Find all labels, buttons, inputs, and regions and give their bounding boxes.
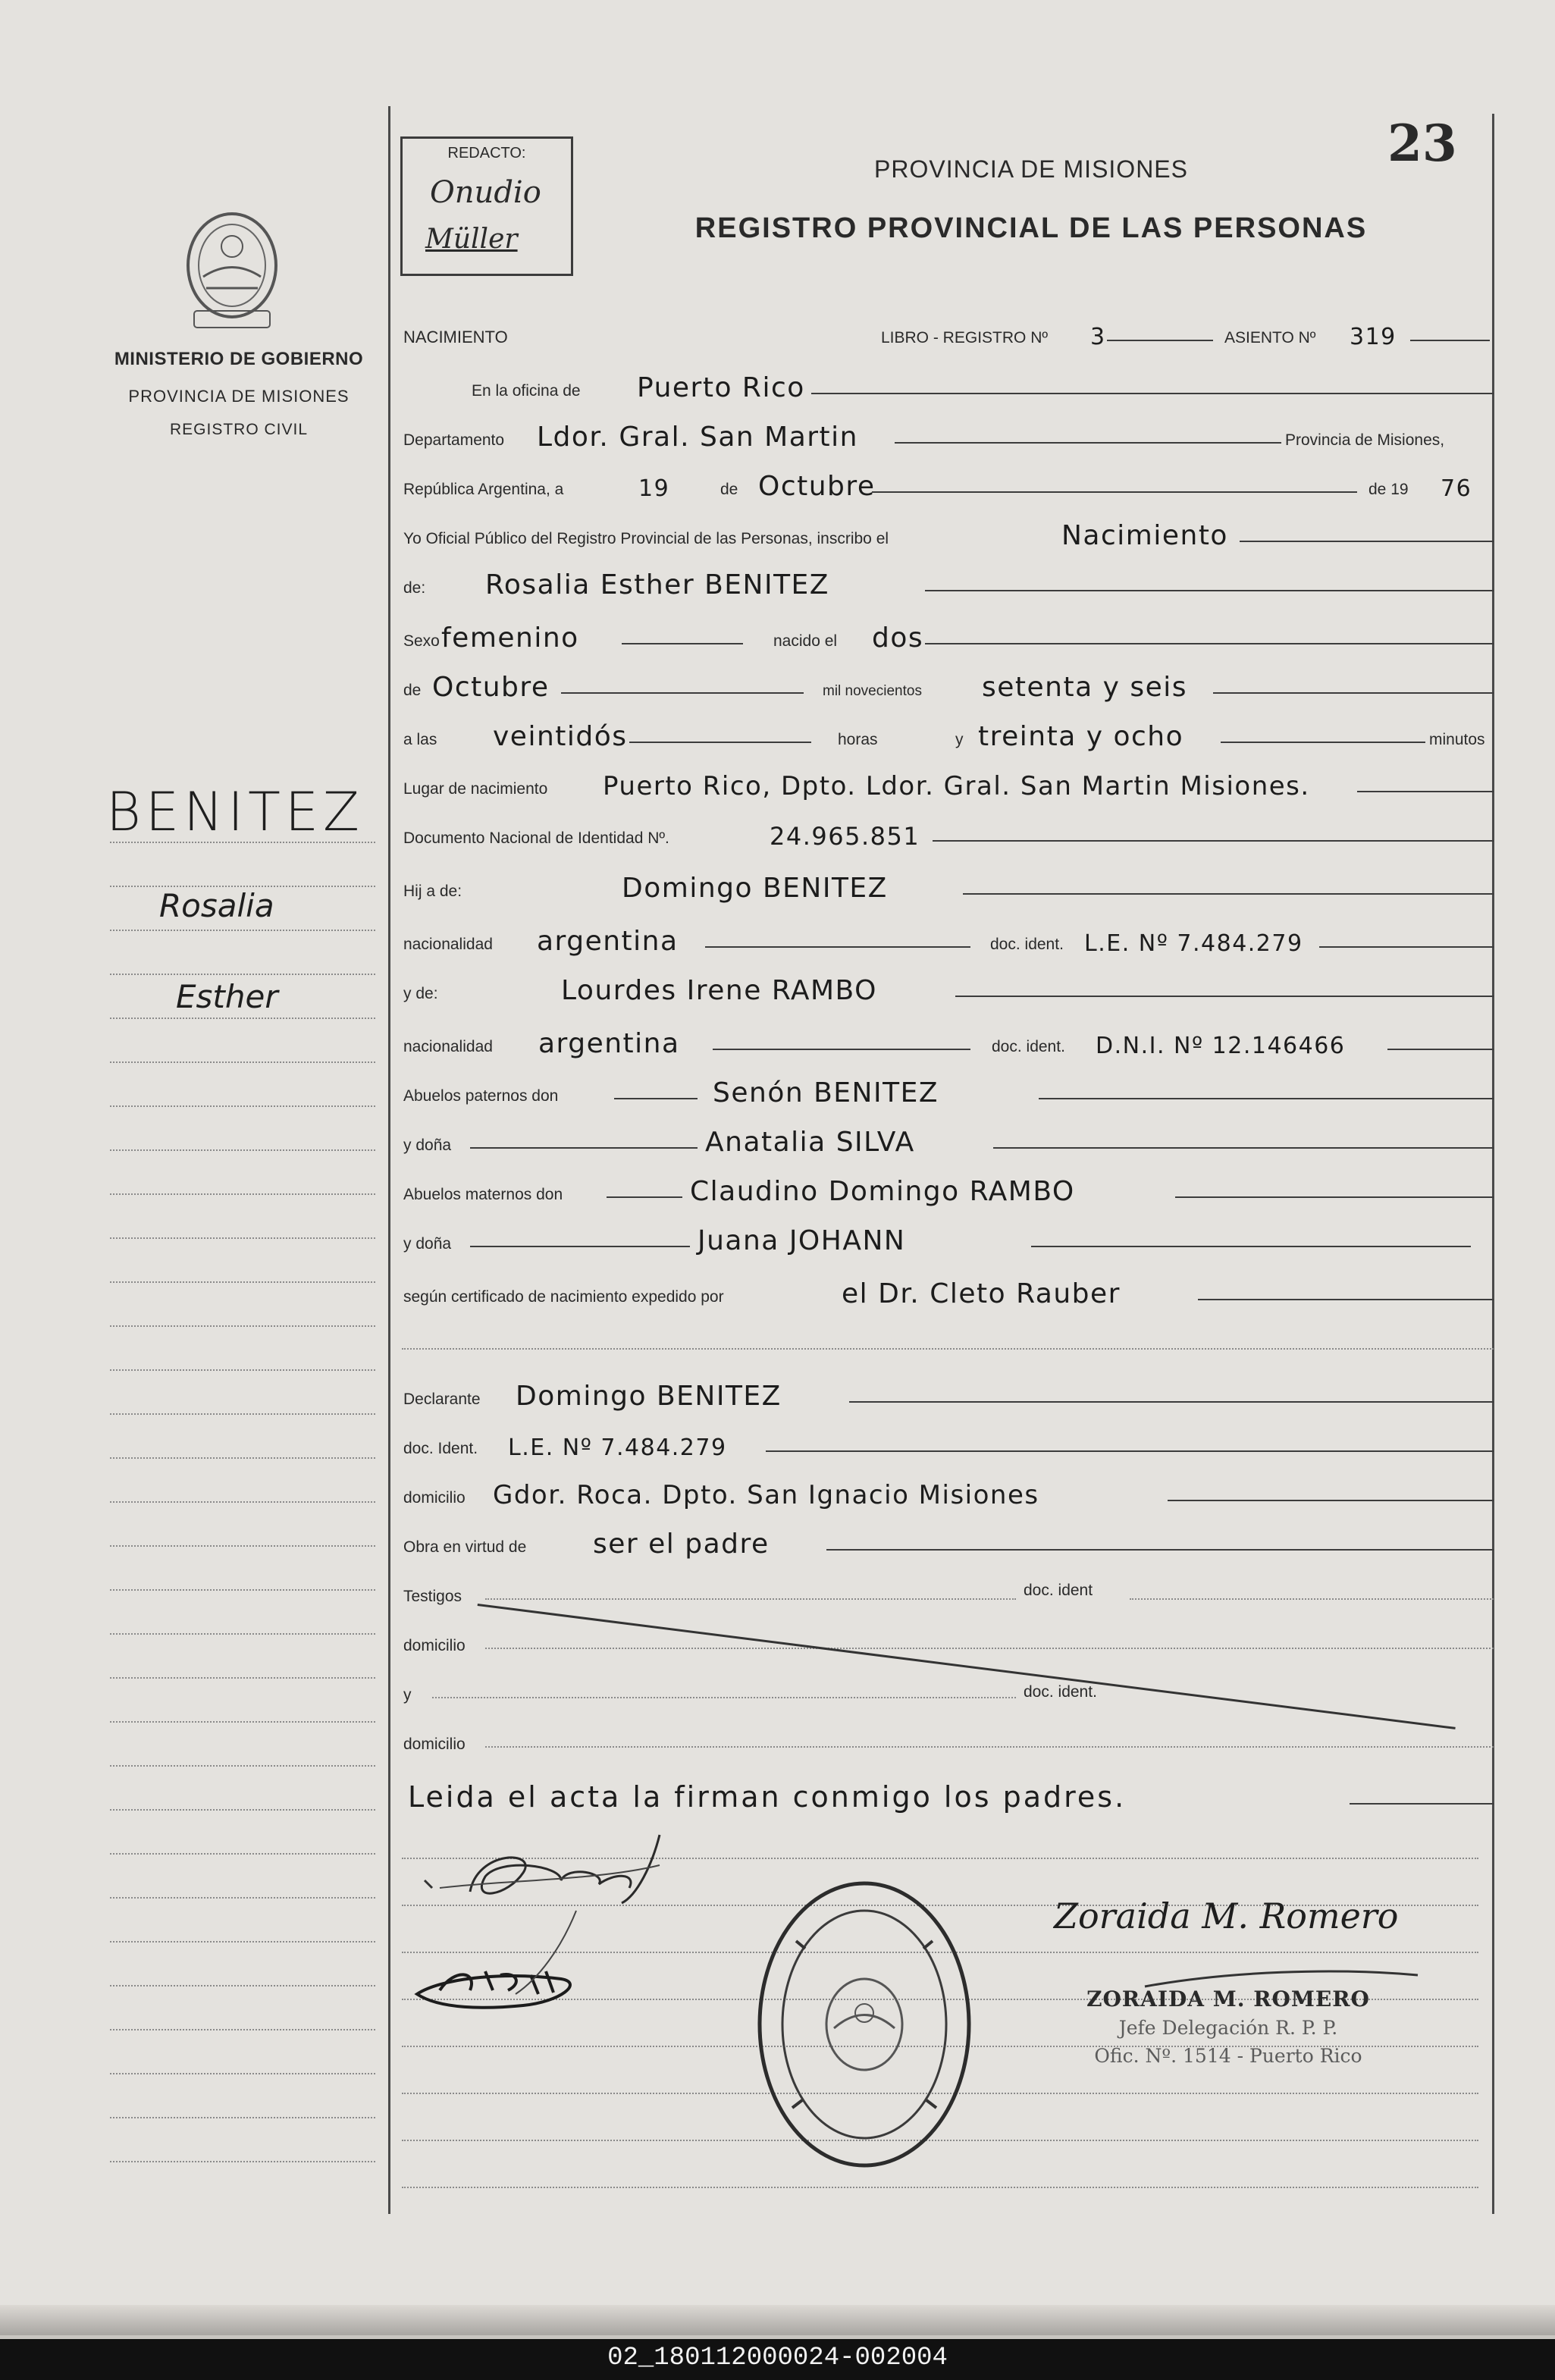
mother-nat-line <box>713 1049 970 1050</box>
margin-rule-line <box>110 1061 375 1063</box>
row-obra <box>402 1513 1494 1561</box>
testigos-label: Testigos <box>403 1588 462 1605</box>
signature-area-line <box>402 2187 1478 2188</box>
asiento-value: 319 <box>1350 324 1397 350</box>
de-name-label: de: <box>403 579 426 597</box>
margin-rule-line <box>110 1237 375 1239</box>
mil-label: mil novecientos <box>823 683 922 699</box>
margin-rule-line <box>110 1545 375 1547</box>
redacto-signature-2: Müller <box>425 224 518 255</box>
birth-month-value: Octubre <box>432 672 550 703</box>
official-signature: Zoraida M. Romero <box>1054 1896 1399 1936</box>
departamento-value: Ldor. Gral. San Martin <box>537 422 858 453</box>
nacido-line <box>925 643 1494 644</box>
registry-heading: REGISTRO PROVINCIAL DE LAS PERSONAS <box>694 212 1368 244</box>
margin-rule-line <box>110 1193 375 1195</box>
abuelos-mat-label: Abuelos maternos don <box>403 1186 563 1203</box>
abuela-pat-lead <box>470 1147 698 1149</box>
row-sexo <box>402 607 1494 655</box>
testigo2-line <box>432 1697 1016 1698</box>
margin-rule-line <box>110 1589 375 1591</box>
row-hora <box>402 705 1494 754</box>
official-name: ZORAIDA M. ROMERO <box>1086 1986 1370 2012</box>
row-madre <box>402 959 1494 1008</box>
certificado-line <box>1198 1299 1494 1300</box>
name-value: Rosalia Esther BENITEZ <box>485 569 829 600</box>
official-stamp-icon <box>751 1873 978 2176</box>
obra-line <box>826 1549 1494 1551</box>
testigo2-doc-label: doc. ident. <box>1024 1683 1097 1701</box>
testigo2-domicilio-label: domicilio <box>403 1736 466 1753</box>
margin-rule-line <box>110 2029 375 2030</box>
abuelo-mat-value: Claudino Domingo RAMBO <box>690 1176 1075 1207</box>
margin-rule-line <box>110 930 375 931</box>
mother-doc-value: D.N.I. Nº 12.146466 <box>1096 1033 1346 1059</box>
departamento-label: Departamento <box>403 431 505 449</box>
abuelos-pat-label: Abuelos paternos don <box>403 1087 559 1105</box>
row-lugar <box>402 754 1494 803</box>
year-value: 76 <box>1441 475 1472 502</box>
row-abuelo-materno <box>402 1160 1494 1209</box>
margin-rule-line <box>110 1281 375 1283</box>
record-type: NACIMIENTO <box>403 328 508 346</box>
official-role: Jefe Delegación R. P. P. <box>1118 2017 1338 2039</box>
row-testigo2-domicilio <box>402 1710 1494 1758</box>
mother-value: Lourdes Irene RAMBO <box>561 975 877 1006</box>
margin-rule-line <box>110 1105 375 1107</box>
lugar-label: Lugar de nacimiento <box>403 780 548 798</box>
y-dona-pat-label: y doña <box>403 1137 452 1154</box>
republica-label: República Argentina, a <box>403 481 564 498</box>
row-abuela-paterna <box>402 1111 1494 1159</box>
testigos-line <box>485 1598 1016 1600</box>
y-de-label: y de: <box>403 985 438 1002</box>
row-padre <box>402 857 1494 905</box>
provincial-crest-icon <box>179 205 285 334</box>
declarante-line <box>849 1401 1494 1403</box>
sexo-label: Sexo <box>403 632 440 650</box>
certificado-label: según certificado de nacimiento expedido por <box>403 1288 724 1306</box>
dni-label: Documento Nacional de Identidad Nº. <box>403 829 669 847</box>
abuela-pat-value: Anatalia SILVA <box>705 1127 915 1158</box>
row-libro <box>402 303 1494 352</box>
row-inscribo <box>402 504 1494 553</box>
horas-label: horas <box>838 731 878 748</box>
lugar-value: Puerto Rico, Dpto. Ldor. Gral. San Martin Misiones. <box>603 771 1310 801</box>
testigos-domicilio-label: domicilio <box>403 1637 466 1654</box>
row-fecha <box>402 455 1494 503</box>
margin-rule-line <box>110 974 375 975</box>
testigos-domicilio-line <box>485 1648 1494 1649</box>
closing-text: Leida el acta la firman conmigo los padres. <box>408 1780 1127 1814</box>
index-given-second: Esther <box>176 978 278 1015</box>
index-surname: BENITEZ <box>106 781 365 843</box>
row-abuela-materna <box>402 1209 1494 1258</box>
abuela-pat-line <box>993 1147 1494 1149</box>
day-value: 19 <box>638 475 670 502</box>
testigos-doc-line <box>1130 1598 1494 1600</box>
margin-rule-line <box>110 1985 375 1986</box>
row-nombre <box>402 553 1494 602</box>
libro-value: 3 <box>1090 324 1106 350</box>
y-dona-mat-label: y doña <box>403 1235 452 1253</box>
birth-month-line <box>561 692 804 694</box>
abuelo-mat-lead <box>607 1196 682 1198</box>
oficina-line <box>811 393 1494 394</box>
asiento-label: ASIENTO Nº <box>1224 329 1316 346</box>
margin-rule-line <box>110 1325 375 1327</box>
margin-rule-line <box>110 1018 375 1019</box>
nacido-value: dos <box>872 622 924 654</box>
name-line <box>925 590 1494 591</box>
libro-line <box>1107 340 1213 341</box>
margin-rule-line <box>110 1501 375 1503</box>
father-nat-label: nacionalidad <box>403 936 493 953</box>
row-certificado <box>402 1262 1494 1311</box>
year-words-line <box>1213 692 1494 694</box>
margin-rule-line <box>110 1853 375 1855</box>
blank-line <box>402 1348 1494 1350</box>
sexo-value: femenino <box>441 622 579 654</box>
row-declarante-doc <box>402 1414 1494 1463</box>
abuela-mat-line <box>1031 1246 1471 1247</box>
official-office: Ofic. Nº. 1514 - Puerto Rico <box>1094 2045 1362 2067</box>
abuela-mat-value: Juana JOHANN <box>698 1225 906 1256</box>
year-words-value: setenta y seis <box>982 672 1188 703</box>
row-testigos <box>402 1562 1494 1610</box>
father-value: Domingo BENITEZ <box>622 873 888 904</box>
abuelo-pat-line <box>1039 1098 1494 1099</box>
margin-rule-line <box>110 1369 375 1371</box>
index-given-first: Rosalia <box>159 887 274 924</box>
de-label: de <box>720 481 738 498</box>
abuelo-mat-line <box>1175 1196 1494 1198</box>
inscribo-value: Nacimiento <box>1061 520 1228 551</box>
y-label: y <box>955 731 964 748</box>
month-value: Octubre <box>758 471 876 502</box>
departamento-line <box>895 442 1281 444</box>
mother-nat-label: nacionalidad <box>403 1038 493 1055</box>
margin-rule-line <box>110 2161 375 2162</box>
oficina-value: Puerto Rico <box>637 372 805 403</box>
month-line <box>872 491 1357 493</box>
row-closing <box>402 1767 1494 1815</box>
minutes-value: treinta y ocho <box>978 721 1184 752</box>
libro-label: LIBRO - REGISTRO Nº <box>881 329 1049 346</box>
decl-doc-label: doc. Ident. <box>403 1440 478 1457</box>
mother-doc-line <box>1387 1049 1494 1050</box>
row-departamento <box>402 406 1494 454</box>
decl-doc-line <box>766 1450 1494 1452</box>
margin-rule-line <box>110 1721 375 1723</box>
margin-rule-line <box>110 1765 375 1767</box>
abuelo-pat-value: Senón BENITEZ <box>713 1077 939 1108</box>
testigo2-domicilio-line <box>485 1746 1494 1748</box>
dni-value: 24.965.851 <box>770 822 920 851</box>
abuelo-pat-lead <box>614 1098 698 1099</box>
row-declarante <box>402 1365 1494 1413</box>
dni-line <box>933 840 1494 842</box>
mother-line <box>955 996 1494 997</box>
row-padre-nacionalidad <box>402 910 1494 958</box>
y-testigo-label: y <box>403 1686 412 1704</box>
year-label: de 19 <box>1368 481 1409 498</box>
row-madre-nacionalidad <box>402 1012 1494 1061</box>
row-domicilio <box>402 1463 1494 1512</box>
de-month-label: de <box>403 682 422 699</box>
mother-nat-value: argentina <box>538 1028 680 1059</box>
margin-rule-line <box>110 1633 375 1635</box>
oficina-label: En la oficina de <box>472 382 581 400</box>
provincia-suffix: Provincia de Misiones, <box>1285 431 1445 449</box>
margin-rule-line <box>110 2073 375 2074</box>
father-nat-line <box>705 946 970 948</box>
decl-doc-value: L.E. Nº 7.484.279 <box>508 1435 727 1461</box>
a-las-label: a las <box>403 731 437 748</box>
minutos-label: minutos <box>1429 731 1485 748</box>
parents-signature-icon <box>409 1820 743 2047</box>
margin-rule-line <box>110 1897 375 1899</box>
ministry-province: PROVINCIA DE MISIONES <box>128 387 350 406</box>
province-heading: PROVINCIA DE MISIONES <box>874 155 1188 183</box>
father-nat-value: argentina <box>537 926 679 957</box>
page-number: 23 <box>1387 114 1457 173</box>
redacto-label: REDACTO: <box>447 145 526 161</box>
row-testigo2 <box>402 1660 1494 1709</box>
father-doc-line <box>1319 946 1494 948</box>
margin-rule-line <box>110 1457 375 1459</box>
mother-doc-label: doc. ident. <box>992 1038 1065 1055</box>
row-oficina <box>402 356 1494 405</box>
row-testigos-domicilio <box>402 1611 1494 1660</box>
sexo-line <box>622 643 743 644</box>
domicilio-label: domicilio <box>403 1489 466 1507</box>
asiento-line <box>1410 340 1490 341</box>
hija-label: Hij a de: <box>403 883 462 900</box>
father-doc-label: doc. ident. <box>990 936 1064 953</box>
margin-rule-line <box>110 1809 375 1811</box>
domicilio-line <box>1168 1500 1494 1501</box>
inscribo-line <box>1240 541 1494 542</box>
margin-rule-line <box>110 1941 375 1943</box>
margin-rule-line <box>110 1677 375 1679</box>
row-abuelo-paterno <box>402 1061 1494 1110</box>
margin-rule-line <box>110 1413 375 1415</box>
hours-value: veintidós <box>493 721 628 752</box>
declarante-label: Declarante <box>403 1391 481 1408</box>
ministry-office: REGISTRO CIVIL <box>169 421 309 438</box>
certificado-value: el Dr. Cleto Rauber <box>842 1278 1121 1309</box>
father-line <box>963 893 1494 895</box>
left-margin-rule <box>388 106 390 2214</box>
testigos-doc-label: doc. ident <box>1024 1582 1093 1599</box>
closing-line <box>1350 1803 1494 1805</box>
redacto-box <box>400 136 573 276</box>
inscribo-label: Yo Oficial Público del Registro Provincial de las Personas, inscribo el <box>403 530 889 547</box>
nacido-label: nacido el <box>773 632 838 650</box>
page-edge <box>0 2305 1555 2335</box>
row-mes <box>402 656 1494 704</box>
margin-rule-line <box>110 1149 375 1151</box>
image-caption: 02_180112000024-002004 <box>607 2344 948 2372</box>
margin-rule-line <box>110 2117 375 2118</box>
abuela-mat-lead <box>470 1246 690 1247</box>
hours-line <box>629 742 811 743</box>
minutes-line <box>1221 742 1425 743</box>
redacto-signature-1: Onudio <box>430 175 541 210</box>
lugar-line <box>1357 791 1494 792</box>
row-dni <box>402 804 1494 852</box>
ministry-title: MINISTERIO DE GOBIERNO <box>114 349 364 369</box>
declarante-value: Domingo BENITEZ <box>516 1381 782 1412</box>
father-doc-value: L.E. Nº 7.484.279 <box>1084 930 1303 957</box>
obra-label: Obra en virtud de <box>403 1538 527 1556</box>
domicilio-value: Gdor. Roca. Dpto. San Ignacio Misiones <box>493 1480 1039 1510</box>
row-certificado-extra <box>402 1312 1494 1360</box>
obra-value: ser el padre <box>593 1529 770 1560</box>
